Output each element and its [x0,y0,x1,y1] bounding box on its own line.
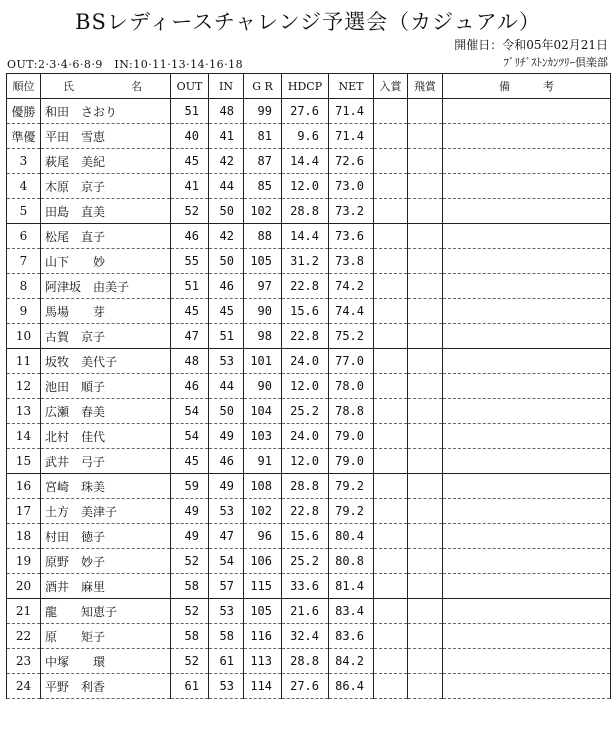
cell-out: 54 [171,424,209,449]
cell-in: 45 [209,299,244,324]
table-row [7,174,611,199]
cell-out: 52 [171,549,209,574]
cell-flight [408,174,443,199]
cell-gross: 97 [244,274,282,299]
cell-rank: 18 [7,524,41,549]
cell-net: 71.4 [329,124,374,149]
cell-name: 原野 妙子 [41,549,171,574]
cell-name: 平田 雪恵 [41,124,171,149]
cell-net: 79.0 [329,449,374,474]
table-row [7,299,611,324]
cell-award [374,649,408,674]
cell-hdcp: 12.0 [282,174,329,199]
cell-net: 80.4 [329,524,374,549]
cell-in: 46 [209,449,244,474]
cell-in: 41 [209,124,244,149]
cell-award [374,674,408,699]
cell-gross: 98 [244,324,282,349]
cell-gross: 88 [244,224,282,249]
cell-gross: 114 [244,674,282,699]
cell-out: 47 [171,324,209,349]
cell-out: 58 [171,624,209,649]
cell-award [374,549,408,574]
cell-award [374,499,408,524]
cell-out: 45 [171,149,209,174]
table-row [7,349,611,374]
cell-award [374,99,408,124]
cell-rank: 24 [7,674,41,699]
cell-net: 78.8 [329,399,374,424]
cell-flight [408,649,443,674]
table-row [7,549,611,574]
cell-hdcp: 21.6 [282,599,329,624]
cell-gross: 106 [244,549,282,574]
cell-gross: 102 [244,199,282,224]
table-row [7,224,611,249]
cell-flight [408,324,443,349]
cell-in: 50 [209,199,244,224]
cell-remarks [443,174,611,199]
cell-flight [408,549,443,574]
table-row [7,674,611,699]
cell-gross: 105 [244,249,282,274]
cell-flight [408,249,443,274]
cell-in: 53 [209,499,244,524]
cell-rank: 8 [7,274,41,299]
cell-hdcp: 15.6 [282,299,329,324]
cell-in: 49 [209,424,244,449]
cell-out: 52 [171,649,209,674]
cell-net: 78.0 [329,374,374,399]
cell-hdcp: 32.4 [282,624,329,649]
cell-flight [408,624,443,649]
cell-gross: 105 [244,599,282,624]
cell-hdcp: 27.6 [282,99,329,124]
cell-award [374,199,408,224]
cell-in: 53 [209,674,244,699]
cell-in: 58 [209,624,244,649]
table-row [7,324,611,349]
cell-out: 51 [171,274,209,299]
cell-in: 61 [209,649,244,674]
cell-net: 72.6 [329,149,374,174]
table-row [7,249,611,274]
cell-gross: 116 [244,624,282,649]
cell-hdcp: 12.0 [282,374,329,399]
cell-out: 51 [171,99,209,124]
cell-net: 73.0 [329,174,374,199]
cell-award [374,224,408,249]
cell-flight [408,224,443,249]
cell-in: 42 [209,224,244,249]
cell-net: 79.0 [329,424,374,449]
cell-name: 土方 美津子 [41,499,171,524]
cell-rank: 6 [7,224,41,249]
cell-flight [408,424,443,449]
cell-net: 71.4 [329,99,374,124]
cell-remarks [443,624,611,649]
table-row [7,649,611,674]
table-row [7,524,611,549]
cell-name: 和田 さおり [41,99,171,124]
cell-flight [408,374,443,399]
cell-remarks [443,99,611,124]
table-row [7,99,611,124]
cell-remarks [443,324,611,349]
cell-hdcp: 12.0 [282,449,329,474]
cell-out: 48 [171,349,209,374]
cell-award [374,449,408,474]
col-header-gross: G R [244,74,282,99]
table-row [7,149,611,174]
cell-remarks [443,449,611,474]
cell-hdcp: 25.2 [282,399,329,424]
cell-remarks [443,549,611,574]
cell-rank: 7 [7,249,41,274]
cell-out: 46 [171,374,209,399]
col-header-remarks: 備 考 [443,74,611,99]
cell-rank: 5 [7,199,41,224]
cell-remarks [443,674,611,699]
cell-remarks [443,349,611,374]
cell-name: 龍 知恵子 [41,599,171,624]
cell-net: 73.2 [329,199,374,224]
cell-net: 74.4 [329,299,374,324]
cell-award [374,599,408,624]
cell-remarks [443,649,611,674]
cell-in: 53 [209,349,244,374]
table-row [7,274,611,299]
cell-award [374,174,408,199]
cell-name: 阿津坂 由美子 [41,274,171,299]
cell-out: 41 [171,174,209,199]
cell-net: 83.6 [329,624,374,649]
cell-gross: 96 [244,524,282,549]
cell-out: 52 [171,199,209,224]
cell-flight [408,274,443,299]
cell-name: 古賀 京子 [41,324,171,349]
cell-award [374,624,408,649]
table-row [7,399,611,424]
col-header-name: 氏 名 [41,74,171,99]
cell-rank: 4 [7,174,41,199]
cell-in: 50 [209,399,244,424]
cell-out: 54 [171,399,209,424]
cell-rank: 準優 [7,124,41,149]
cell-hdcp: 24.0 [282,349,329,374]
cell-award [374,149,408,174]
hole-selection: OUT:2·3·4·6·8·9 IN:10·11·13·14·16·18 [7,58,244,71]
cell-gross: 85 [244,174,282,199]
cell-net: 73.8 [329,249,374,274]
cell-gross: 104 [244,399,282,424]
cell-rank: 16 [7,474,41,499]
cell-gross: 90 [244,299,282,324]
cell-gross: 103 [244,424,282,449]
cell-net: 77.0 [329,349,374,374]
cell-flight [408,499,443,524]
cell-gross: 99 [244,99,282,124]
cell-name: 松尾 直子 [41,224,171,249]
cell-remarks [443,399,611,424]
cell-name: 酒井 麻里 [41,574,171,599]
cell-remarks [443,224,611,249]
cell-rank: 15 [7,449,41,474]
cell-net: 84.2 [329,649,374,674]
cell-out: 49 [171,499,209,524]
cell-award [374,124,408,149]
cell-net: 79.2 [329,474,374,499]
cell-flight [408,399,443,424]
cell-rank: 14 [7,424,41,449]
cell-name: 原 矩子 [41,624,171,649]
cell-out: 61 [171,674,209,699]
cell-rank: 12 [7,374,41,399]
cell-in: 44 [209,174,244,199]
cell-name: 馬場 芽 [41,299,171,324]
cell-net: 79.2 [329,499,374,524]
cell-remarks [443,199,611,224]
cell-hdcp: 22.8 [282,324,329,349]
col-header-flight: 飛賞 [408,74,443,99]
cell-hdcp: 14.4 [282,149,329,174]
cell-net: 75.2 [329,324,374,349]
table-row [7,574,611,599]
cell-rank: 19 [7,549,41,574]
cell-name: 中塚 環 [41,649,171,674]
cell-gross: 87 [244,149,282,174]
cell-in: 49 [209,474,244,499]
cell-remarks [443,274,611,299]
cell-out: 58 [171,574,209,599]
cell-remarks [443,124,611,149]
cell-in: 48 [209,99,244,124]
cell-gross: 81 [244,124,282,149]
cell-rank: 11 [7,349,41,374]
cell-hdcp: 28.8 [282,474,329,499]
cell-remarks [443,524,611,549]
cell-award [374,249,408,274]
table-row [7,374,611,399]
cell-in: 53 [209,599,244,624]
cell-name: 坂牧 美代子 [41,349,171,374]
cell-name: 北村 佳代 [41,424,171,449]
col-header-net: NET [329,74,374,99]
results-table [6,73,611,699]
club-name: ﾌﾞﾘﾁﾞｽﾄﾝｶﾝﾂﾘｰ倶楽部 [503,56,608,69]
cell-name: 平野 利香 [41,674,171,699]
cell-in: 47 [209,524,244,549]
cell-hdcp: 15.6 [282,524,329,549]
cell-rank: 9 [7,299,41,324]
cell-rank: 23 [7,649,41,674]
table-row [7,449,611,474]
cell-gross: 113 [244,649,282,674]
cell-name: 萩尾 美紀 [41,149,171,174]
cell-in: 46 [209,274,244,299]
cell-hdcp: 22.8 [282,499,329,524]
cell-out: 45 [171,449,209,474]
cell-flight [408,299,443,324]
cell-remarks [443,599,611,624]
cell-rank: 20 [7,574,41,599]
cell-hdcp: 28.8 [282,649,329,674]
cell-flight [408,674,443,699]
cell-in: 42 [209,149,244,174]
cell-flight [408,449,443,474]
cell-name: 武井 弓子 [41,449,171,474]
cell-name: 宮崎 珠美 [41,474,171,499]
table-row [7,499,611,524]
cell-gross: 90 [244,374,282,399]
cell-award [374,349,408,374]
cell-out: 45 [171,299,209,324]
cell-award [374,474,408,499]
cell-hdcp: 33.6 [282,574,329,599]
cell-rank: 22 [7,624,41,649]
cell-award [374,299,408,324]
cell-rank: 21 [7,599,41,624]
cell-hdcp: 31.2 [282,249,329,274]
cell-in: 54 [209,549,244,574]
cell-remarks [443,574,611,599]
cell-award [374,274,408,299]
cell-hdcp: 9.6 [282,124,329,149]
col-header-award: 入賞 [374,74,408,99]
cell-remarks [443,424,611,449]
cell-gross: 108 [244,474,282,499]
cell-name: 田島 直美 [41,199,171,224]
cell-out: 49 [171,524,209,549]
table-row [7,199,611,224]
cell-in: 51 [209,324,244,349]
cell-award [374,324,408,349]
cell-out: 40 [171,124,209,149]
cell-net: 83.4 [329,599,374,624]
cell-remarks [443,299,611,324]
cell-gross: 101 [244,349,282,374]
cell-award [374,374,408,399]
cell-out: 55 [171,249,209,274]
cell-award [374,399,408,424]
cell-rank: 優勝 [7,99,41,124]
cell-flight [408,149,443,174]
cell-rank: 10 [7,324,41,349]
cell-remarks [443,499,611,524]
cell-rank: 17 [7,499,41,524]
col-header-in: IN [209,74,244,99]
cell-gross: 91 [244,449,282,474]
cell-in: 50 [209,249,244,274]
table-row [7,424,611,449]
col-header-rank: 順位 [7,74,41,99]
cell-name: 木原 京子 [41,174,171,199]
cell-remarks [443,149,611,174]
cell-remarks [443,249,611,274]
cell-name: 広瀬 春美 [41,399,171,424]
cell-in: 57 [209,574,244,599]
cell-flight [408,474,443,499]
cell-flight [408,574,443,599]
cell-net: 86.4 [329,674,374,699]
page-title: BSレディースチャレンジ予選会（カジュアル） [75,10,541,34]
cell-flight [408,599,443,624]
col-header-out: OUT [171,74,209,99]
cell-out: 59 [171,474,209,499]
cell-out: 52 [171,599,209,624]
cell-hdcp: 14.4 [282,224,329,249]
cell-remarks [443,474,611,499]
cell-hdcp: 22.8 [282,274,329,299]
cell-name: 池田 順子 [41,374,171,399]
cell-in: 44 [209,374,244,399]
cell-award [374,524,408,549]
cell-net: 73.6 [329,224,374,249]
cell-award [374,574,408,599]
cell-name: 村田 徳子 [41,524,171,549]
cell-name: 山下 妙 [41,249,171,274]
table-row [7,474,611,499]
cell-award [374,424,408,449]
cell-out: 46 [171,224,209,249]
cell-flight [408,124,443,149]
cell-hdcp: 24.0 [282,424,329,449]
cell-hdcp: 27.6 [282,674,329,699]
cell-rank: 3 [7,149,41,174]
event-date: 開催日：令和05年02月21日 [454,38,608,52]
cell-flight [408,199,443,224]
cell-net: 74.2 [329,274,374,299]
cell-flight [408,99,443,124]
cell-flight [408,349,443,374]
header-row [7,74,611,99]
table-row [7,124,611,149]
cell-flight [408,524,443,549]
cell-rank: 13 [7,399,41,424]
table-row [7,599,611,624]
table-row [7,624,611,649]
cell-hdcp: 28.8 [282,199,329,224]
cell-gross: 115 [244,574,282,599]
cell-net: 81.4 [329,574,374,599]
cell-remarks [443,374,611,399]
cell-hdcp: 25.2 [282,549,329,574]
cell-gross: 102 [244,499,282,524]
cell-net: 80.8 [329,549,374,574]
col-header-hdcp: HDCP [282,74,329,99]
